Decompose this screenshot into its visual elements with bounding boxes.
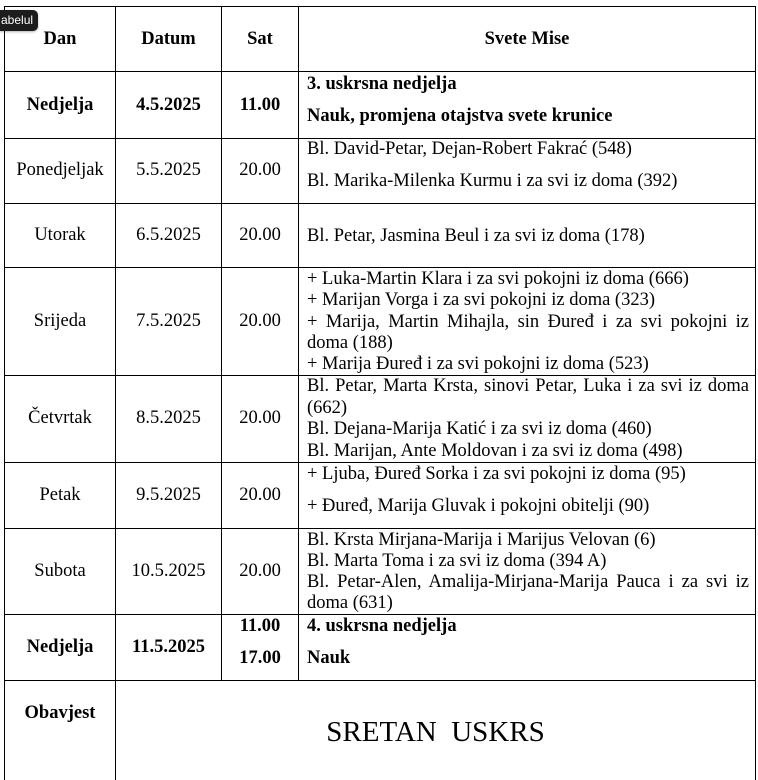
notice-label: Obavjest <box>5 680 116 780</box>
mass-entry: 4. uskrsna nedjelja <box>307 616 457 636</box>
header-sat: Sat <box>222 7 299 72</box>
masses-cell <box>299 375 756 463</box>
time-cell <box>222 614 299 681</box>
mass-schedule-table <box>4 6 756 780</box>
day-cell: Ponedjeljak <box>5 138 116 204</box>
mass-entry: Bl. Petar, Marta Krsta, sinovi Petar, Luka i za svi iz doma (662) <box>307 376 749 418</box>
masses-cell <box>299 138 756 204</box>
time-cell: 20.00 <box>222 528 299 615</box>
header-datum: Datum <box>116 7 222 72</box>
date-cell: 10.5.2025 <box>116 528 222 615</box>
mass-entry: Bl. Petar-Alen, Amalija-Mirjana-Marija Pauca i za svi iz doma (631) <box>307 572 749 613</box>
masses-cell <box>299 268 756 376</box>
day-cell: Nedjelja <box>5 614 116 681</box>
table-row <box>5 203 756 268</box>
table-row <box>5 138 756 203</box>
table-label-tooltip: abelul <box>0 10 38 31</box>
date-cell: 11.5.2025 <box>116 614 222 681</box>
notice-row <box>5 680 756 780</box>
time-entry: 17.00 <box>239 648 281 668</box>
table-header-row <box>5 7 756 72</box>
table-row <box>5 268 756 375</box>
mass-entry: + Marija Đuređ i za svi pokojni iz doma (523) <box>307 354 649 374</box>
day-cell: Subota <box>5 528 116 615</box>
date-cell: 8.5.2025 <box>116 375 222 463</box>
day-cell: Srijeda <box>5 268 116 376</box>
masses-cell <box>299 462 756 529</box>
day-cell: Utorak <box>5 203 116 268</box>
table-row <box>5 614 756 680</box>
mass-entry: 3. uskrsna nedjelja <box>307 74 457 94</box>
header-dan: Dan <box>5 7 116 72</box>
mass-entry: Bl. Petar, Jasmina Beul i za svi iz doma (178) <box>307 226 645 246</box>
date-cell: 9.5.2025 <box>116 462 222 529</box>
time-entry: 11.00 <box>239 616 281 636</box>
masses-cell <box>299 72 756 139</box>
mass-entry: Bl. David-Petar, Dejan-Robert Fakrać (548) <box>307 139 632 159</box>
date-cell: 5.5.2025 <box>116 138 222 204</box>
table-row <box>5 462 756 528</box>
mass-entry: + Marija, Martin Mihajla, sin Đuređ i za svi pokojni iz doma (188) <box>307 311 749 353</box>
time-cell: 20.00 <box>222 462 299 529</box>
table-row <box>5 528 756 614</box>
header-svete-mise: Svete Mise <box>299 7 756 72</box>
notice-text: SRETAN USKRS <box>116 680 756 780</box>
mass-entry: Bl. Dejana-Marija Katić i za svi iz doma (460) <box>307 419 652 439</box>
time-cell: 20.00 <box>222 268 299 376</box>
date-cell: 6.5.2025 <box>116 203 222 268</box>
mass-entry: Nauk, promjena otajstva svete krunice <box>307 106 613 126</box>
masses-cell <box>299 614 756 681</box>
mass-entry: Bl. Krsta Mirjana-Marija i Marijus Velovan (6) <box>307 530 656 550</box>
time-cell: 20.00 <box>222 203 299 268</box>
table-row <box>5 375 756 462</box>
day-cell: Četvrtak <box>5 375 116 463</box>
mass-entry: Bl. Marika-Milenka Kurmu i za svi iz doma (392) <box>307 171 678 191</box>
mass-entry: Nauk <box>307 648 351 668</box>
mass-entry: + Ljuba, Đuređ Sorka i za svi pokojni iz doma (95) <box>307 464 686 484</box>
table-row <box>5 72 756 138</box>
time-cell: 11.00 <box>222 72 299 139</box>
mass-entry: Bl. Marta Toma i za svi iz doma (394 A) <box>307 551 607 571</box>
day-cell: Petak <box>5 462 116 529</box>
day-cell: Nedjelja <box>5 72 116 139</box>
masses-cell <box>299 203 756 268</box>
mass-entry: + Đuređ, Marija Gluvak i pokojni obitelji (90) <box>307 496 650 516</box>
mass-entry: Bl. Marijan, Ante Moldovan i za svi iz doma (498) <box>307 440 683 461</box>
masses-cell <box>299 528 756 615</box>
mass-entry: + Luka-Martin Klara i za svi pokojni iz doma (666) <box>307 269 689 289</box>
date-cell: 7.5.2025 <box>116 268 222 376</box>
date-cell: 4.5.2025 <box>116 72 222 139</box>
mass-entry: + Marijan Vorga i za svi pokojni iz doma (323) <box>307 290 656 311</box>
time-cell: 20.00 <box>222 375 299 463</box>
time-cell: 20.00 <box>222 138 299 204</box>
